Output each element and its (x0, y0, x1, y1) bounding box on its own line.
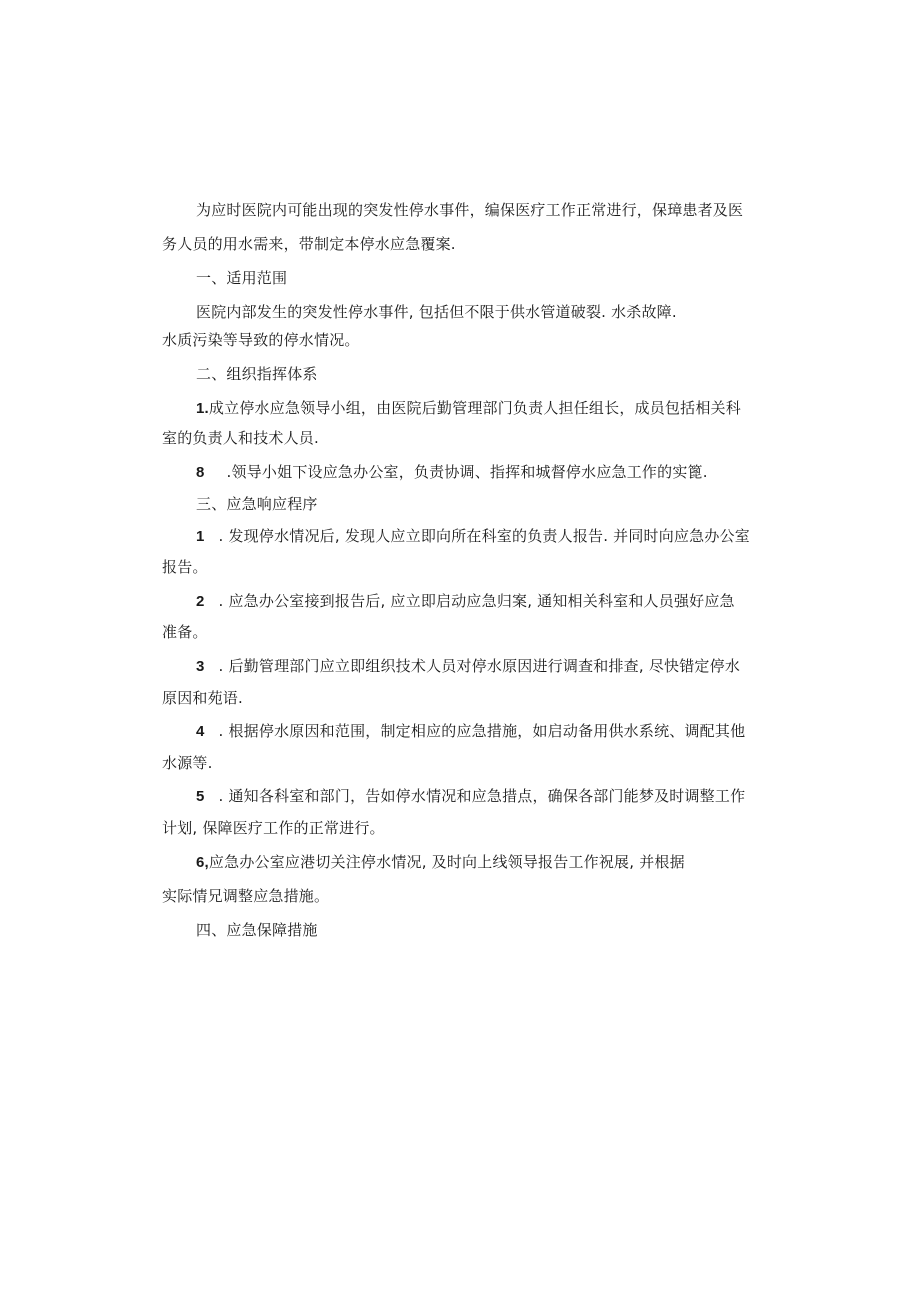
section3-item4 (196, 721, 745, 742)
item-number: 6, (196, 854, 209, 871)
intro-line-2: 务人员的用水需来，带制定本停水应急覆案. (162, 235, 456, 253)
section2-item1 (196, 398, 741, 419)
section3-item2-line-2: 准备。 (162, 623, 208, 641)
section3-heading: 三、应急响应程序 (196, 495, 318, 513)
item-number: 2 (196, 593, 205, 610)
item-text: 应急办公室应港切关注停水情况, 及时向上线领导报告工作祝展, 并根据 (208, 853, 685, 871)
item-number: 3 (196, 658, 205, 675)
section3-item5 (196, 786, 745, 807)
intro-line-1: 为应时医院内可能出现的突发性停水事件，编保医疗工作正常进行，保璋患者及医 (196, 201, 744, 219)
item-number: 1 (196, 528, 205, 545)
section2-item2 (196, 462, 708, 483)
section1-line-2: 水质污染等导致的停水情况。 (162, 331, 360, 349)
section3-item3-line-2: 原因和苑语. (162, 689, 243, 707)
item-text: . 根据停水原因和范围，制定相应的应急措施，如启动备用供水系统、调配其他 (218, 722, 746, 740)
section2-heading: 二、组织指挥体系 (196, 365, 318, 383)
section1-line-1: 医院内部发生的突发性停水事件, 包括但不限于供水管道破裂. 水杀故障. (196, 303, 677, 321)
item-number: 1. (196, 400, 209, 417)
section4-heading: 四、应急保障措施 (196, 921, 318, 939)
section3-item6-line-2: 实际情兄调整应急措施。 (162, 887, 330, 905)
section3-item3 (196, 656, 740, 677)
item-text: . 发现停水情况后, 发现人应立即向所在科室的负责人报告. 并同时向应急办公室 (218, 527, 750, 545)
item-number: 8 (196, 464, 205, 481)
item-number: 5 (196, 788, 205, 805)
section3-item4-line-2: 水源等. (162, 754, 213, 772)
section1-heading: 一、适用范围 (196, 269, 288, 287)
section3-item5-line-2: 计划, 保障医疗工作的正常进行。 (162, 819, 385, 837)
item-text: . 应急办公室接到报告后, 应立即启动应急归案, 通知相关科室和人员强好应急 (218, 592, 735, 610)
section3-item6 (196, 852, 685, 873)
section2-item1-line-2: 室的负责人和技术人员. (162, 429, 319, 447)
item-number: 4 (196, 723, 205, 740)
section3-item2 (196, 591, 735, 612)
section3-item1 (196, 526, 750, 547)
item-text: .领导小姐下设应急办公室，负责协调、指挥和城督停水应急工作的实篦. (226, 463, 708, 481)
item-text: . 通知各科室和部门，告如停水情况和应急措点，确保各部门能梦及时调整工作 (218, 787, 746, 805)
item-text: . 后勤管理部门应立即组织技术人员对停水原因进行调查和排查, 尽快错定停水 (218, 657, 741, 675)
item-text: 成立停水应急领导小组，由医院后勤管理部门负责人担任组长，成员包括相关科 (208, 399, 741, 417)
section3-item1-line-2: 报告。 (162, 558, 208, 576)
